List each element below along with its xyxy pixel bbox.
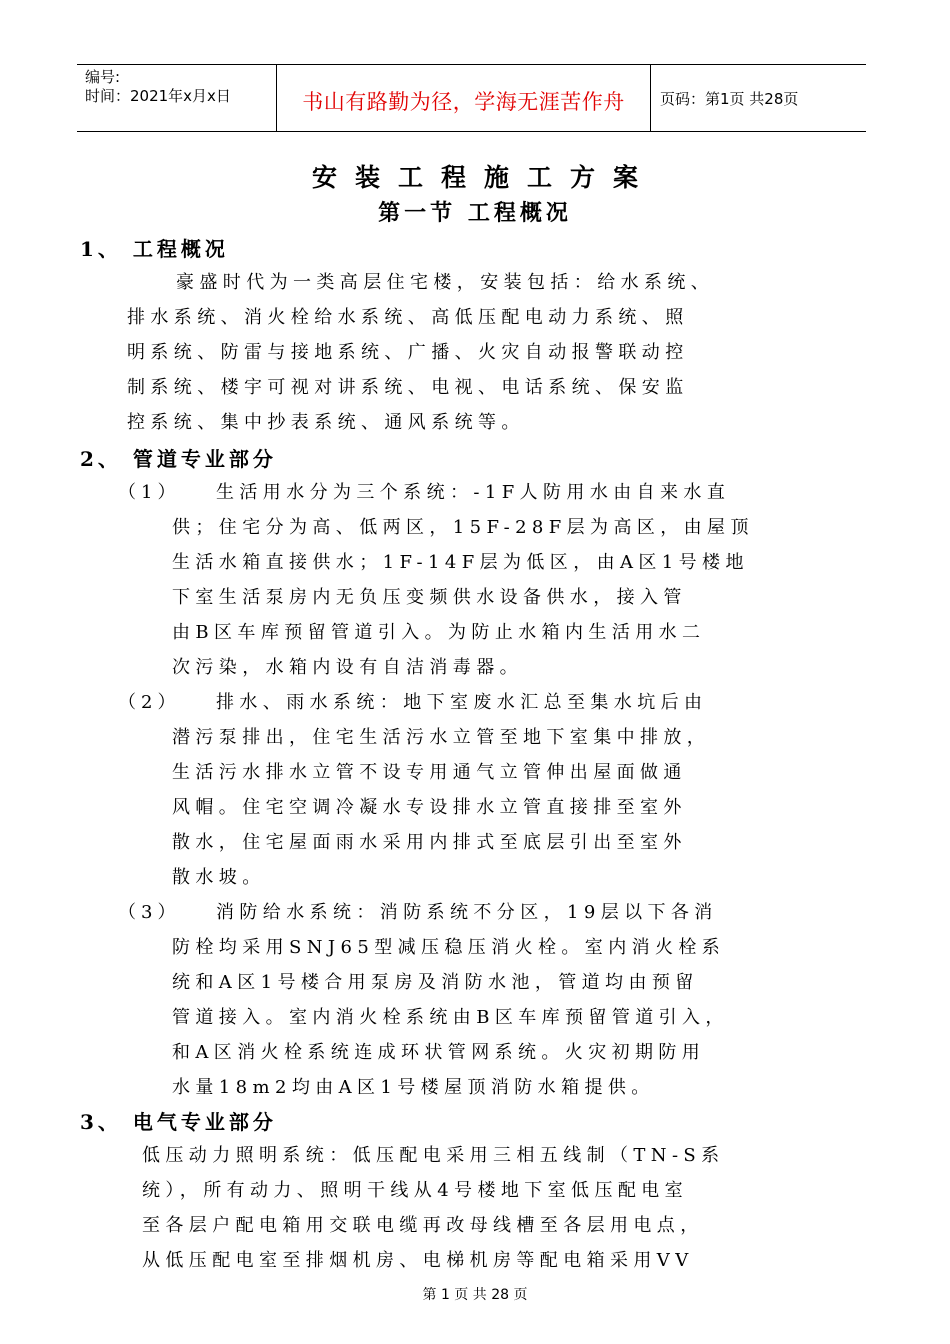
section-2-heading: 2、 管道专业部分 <box>80 447 277 471</box>
paragraph-line: 明系统、防雷与接地系统、广播、火灾自动报警联动控 <box>127 342 689 363</box>
item-line: 风帽。住宅空调冷凝水专设排水立管直接排至室外 <box>172 797 687 818</box>
item-line: 下室生活泵房内无负压变频供水设备供水，接入管 <box>172 587 687 608</box>
section-title: 第一节 工程概况 <box>378 200 572 226</box>
item-2-label: （2） <box>118 692 181 713</box>
item-line: 生活水箱直接供水；1F-14F层为低区，由A区1号楼地 <box>172 552 749 573</box>
serial-number-label: 编号: <box>85 68 121 86</box>
paragraph-line: 统），所有动力、照明干线从4号楼地下室低压配电室 <box>142 1180 689 1201</box>
section-1-heading: 1、 工程概况 <box>80 237 229 261</box>
paragraph-line: 制系统、楼宇可视对讲系统、电视、电话系统、保安监 <box>127 377 689 398</box>
section-3-heading: 3、 电气专业部分 <box>80 1110 277 1134</box>
item-3-label: （3） <box>118 902 181 923</box>
item-line: 消防给水系统：消防系统不分区，19层以下各消 <box>216 902 718 923</box>
page-footer: 第 1 页 共 28 页 <box>422 1287 528 1303</box>
item-line: 散水，住宅屋面雨水采用内排式至底层引出至室外 <box>172 832 687 853</box>
item-line: 统和A区1号楼合用泵房及消防水池，管道均由预留 <box>172 972 699 993</box>
page-info: 页码：第1页 共28页 <box>660 90 799 108</box>
item-line: 管道接入。室内消火栓系统由B区车库预留管道引入， <box>172 1007 729 1028</box>
header-motto-cell <box>277 65 651 131</box>
paragraph-line: 至各层户配电箱用交联电缆再改母线槽至各层用电点， <box>142 1215 704 1236</box>
item-line: 水量18m2均由A区1号楼屋顶消防水箱提供。 <box>172 1077 655 1098</box>
item-1-label: （1） <box>118 482 181 503</box>
paragraph-line: 排水系统、消火栓给水系统、高低压配电动力系统、照 <box>127 307 689 328</box>
item-line: 生活用水分为三个系统：-1F人防用水由自来水直 <box>216 482 731 503</box>
paragraph-line: 控系统、集中抄表系统、通风系统等。 <box>127 412 525 433</box>
document-title: 安装工程施工方案 <box>311 163 656 192</box>
page-header <box>77 64 866 132</box>
item-line: 和A区消火栓系统连成环状管网系统。火灾初期防用 <box>172 1042 706 1063</box>
paragraph-line: 从低压配电室至排烟机房、电梯机房等配电箱采用VV <box>142 1250 694 1271</box>
paragraph-line: 低压动力照明系统：低压配电采用三相五线制（TN-S系 <box>142 1145 725 1166</box>
item-line: 防栓均采用SNJ65型减压稳压消火栓。室内消火栓系 <box>172 937 726 958</box>
item-line: 排水、雨水系统：地下室废水汇总至集水坑后由 <box>216 692 708 713</box>
date-label: 时间：2021年x月x日 <box>85 87 231 105</box>
item-line: 散水坡。 <box>172 867 266 888</box>
item-line: 潜污泵排出，住宅生活污水立管至地下室集中排放， <box>172 727 711 748</box>
item-line: 次污染，水箱内设有自洁消毒器。 <box>172 657 523 678</box>
item-line: 生活污水排水立管不设专用通气立管伸出屋面做通 <box>172 762 687 783</box>
motto-text: 书山有路勤为径，学海无涯苦作舟 <box>302 90 625 114</box>
header-page-cell <box>651 65 866 131</box>
item-line: 供；住宅分为高、低两区，15F-28F层为高区，由屋顶 <box>172 517 754 538</box>
paragraph-line: 豪盛时代为一类高层住宅楼，安装包括：给水系统、 <box>176 272 715 293</box>
header-meta-cell <box>77 65 277 131</box>
item-line: 由B区车库预留管道引入。为防止水箱内生活用水二 <box>172 622 706 643</box>
